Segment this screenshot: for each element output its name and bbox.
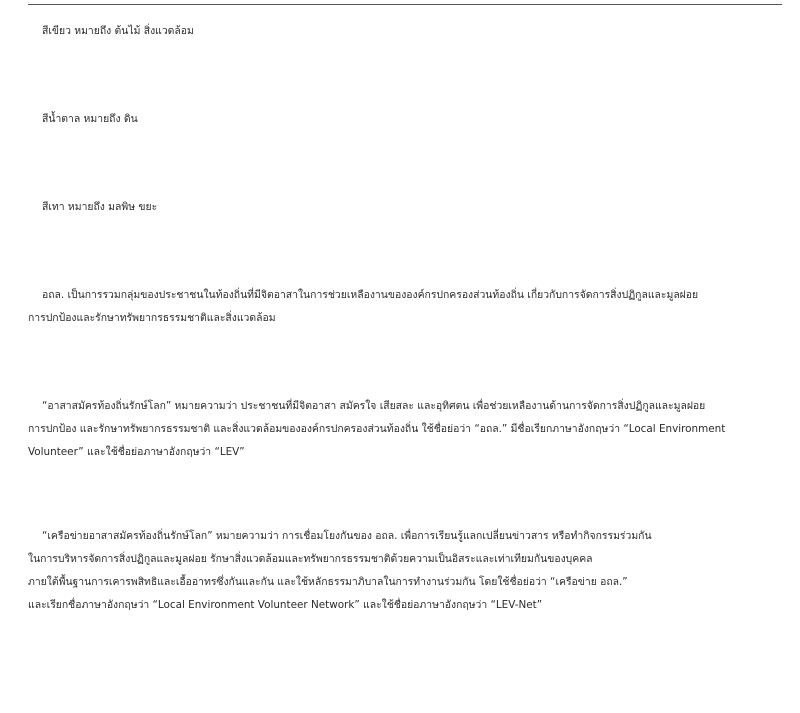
- text-line: สีน้ำตาล หมายถึง ดิน: [42, 113, 138, 125]
- top-divider: [28, 4, 782, 5]
- text-line: อถล. เป็นการรวมกลุ่มของประชาชนในท้องถิ่นที่มีจิตอาสาในการช่วยเหลืองานขององค์กรปกครองส่วนท้องถิ่น เกี่ยวกับการจัดการสิ่งปฏิกูลและมูลฝอย: [42, 289, 699, 301]
- color-green-meaning: [28, 20, 782, 43]
- lev-intro-paragraph: [28, 284, 782, 330]
- text-line: การปกป้อง และรักษาทรัพยากรธรรมชาติ และสิ่งแวดล้อมขององค์กรปกครองส่วนท้องถิ่น ใช้ชื่อย่อว่า “อถล.” มีชื่อเรียกภาษาอังกฤษว่า “Local Environment: [28, 423, 726, 435]
- text-line: สีเขียว หมายถึง ต้นไม้ สิ่งแวดล้อม: [42, 25, 194, 37]
- text-line: ในการบริหารจัดการสิ่งปฏิกูลและมูลฝอย รักษาสิ่งแวดล้อมและทรัพยากรธรรมชาติด้วยความเป็นอิสระและเท่าเทียมกันของบุคคล: [28, 553, 593, 565]
- text-line: การปกป้องและรักษาทรัพยากรธรรมชาติและสิ่งแวดล้อม: [28, 312, 276, 324]
- text-line: “เครือข่ายอาสาสมัครท้องถิ่นรักษ์โลก” หมายความว่า การเชื่อมโยงกันของ อถล. เพื่อการเรียนรู้แลกเปลี่ยนข่าวสาร หรือทำกิจกรรมร่วมกัน: [42, 530, 652, 542]
- text-line: และเรียกชื่อภาษาอังกฤษว่า “Local Environment Volunteer Network” และใช้ชื่อย่อภาษาอังกฤษว่า “LEV-Net”: [28, 599, 543, 611]
- text-line: “อาสาสมัครท้องถิ่นรักษ์โลก” หมายความว่า ประชาชนที่มีจิตอาสา สมัครใจ เสียสละ และอุทิศตน เพื่อช่วยเหลืองานด้านการจัดการสิ่งปฏิกูลและมูลฝอย: [42, 400, 706, 412]
- text-line: สีเทา หมายถึง มลพิษ ขยะ: [42, 201, 158, 213]
- color-gray-meaning: [28, 196, 782, 219]
- text-line: ภายใต้พื้นฐานการเคารพสิทธิและเอื้ออาทรซึ่งกันและกัน และใช้หลักธรรมาภิบาลในการทำงานร่วมกัน โดยใช้ชื่อย่อว่า “เครือข่าย อถล.”: [28, 576, 628, 588]
- lev-network-paragraph: [28, 525, 782, 617]
- lev-definition-paragraph: [28, 395, 782, 464]
- text-line: Volunteer” และใช้ชื่อย่อภาษาอังกฤษว่า “LEV”: [28, 446, 245, 458]
- color-brown-meaning: [28, 108, 782, 131]
